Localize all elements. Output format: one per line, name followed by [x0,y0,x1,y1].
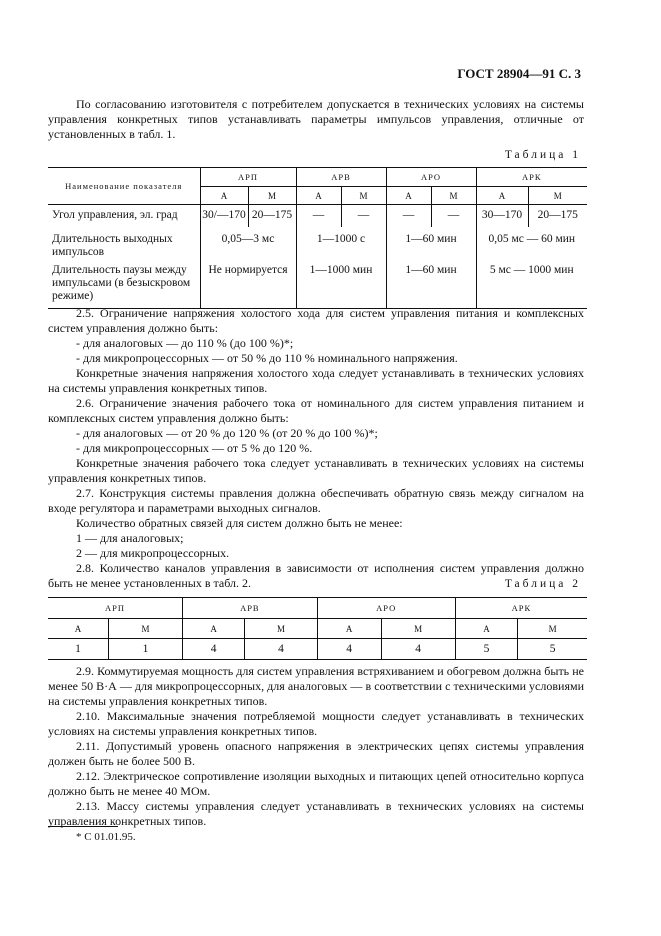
table2-group-aro: АРО [317,598,455,619]
table2-cell: 1 [48,639,108,660]
table1-sub: А [476,187,528,205]
table2-sub: М [518,619,587,639]
footnote-divider [48,826,118,827]
table1-row-name: Угол управления, эл. град [52,209,178,221]
table1-cell: 0,05—3 мс [200,227,296,259]
table1-cell: 30/—170 [200,205,248,228]
paragraph: Конкретные значения напряжения холостого хода следует устанавливать в технических условиях на системы управления конкретных типов. [48,366,584,395]
table2-cell: 5 [455,639,517,660]
table1-cell: — [296,205,341,228]
table1-group-arp: АРП [200,168,296,187]
table1-cell: — [341,205,386,228]
table1-cell: — [386,205,431,228]
page-header: ГОСТ 28904—91 С. 3 [457,66,581,81]
table1-cell: — [431,205,476,228]
sections-2-9-to-2-13 [48,664,584,829]
table1-group-arv: АРВ [296,168,386,187]
table2-caption: Таблица 2 [504,578,581,590]
paragraph-2-7: 2.7. Конструкция системы правления должна обеспечивать обратную связь между сигналом на входе регулятора и параметрами выходных сигналов. [48,486,584,515]
table-row [48,205,587,228]
table1-caption: Таблица 1 [504,149,581,161]
paragraph: Количество обратных связей для систем должно быть не менее: [76,516,403,530]
paragraph-2-10: 2.10. Максимальные значения потребляемой мощности следует устанавливать в технических условиях на системы управления конкретных типов. [48,709,584,738]
paragraph-2-13: 2.13. Массу системы управления следует устанавливать в технических условиях на системы управления конкретных типов. [48,799,584,828]
table2-sub: А [183,619,245,639]
table2-cell: 4 [381,639,455,660]
table-row [48,639,587,660]
list-item: 1 — для аналоговых; [76,531,184,545]
intro-text: По согласованию изготовителя с потребителем допускается в технических условиях на системы управления конкретных типов устанавливать параметры импульсов управления, отличные от установленных в табл. 1. [48,97,584,141]
paragraph-2-5: 2.5. Ограничение напряжения холостого хода для систем управления питания и комплексных систем управления должно быть: [48,306,584,335]
table2-group-arp: АРП [48,598,183,619]
table1-name-header: Наименование показателя [48,168,200,205]
paragraph-2-11: 2.11. Допустимый уровень опасного напряжения в электрических цепях системы управления должен быть не более 500 В. [48,739,584,768]
table1-cell: 20—175 [248,205,296,228]
paragraph-2-6: 2.6. Ограничение значения рабочего тока от номинального для систем управления питанием и комплексных систем управления должно быть: [48,396,584,425]
table2-sub: М [381,619,455,639]
table2-sub: М [245,619,317,639]
list-item: - для микропроцессорных — от 5 % до 120 %. [76,441,313,455]
table1-cell: 30—170 [476,205,528,228]
table1-sub: А [296,187,341,205]
paragraph-2-8: 2.8. Количество каналов управления в зависимости от исполнения систем управления должно быть не менее установленных в табл. 2. [48,561,584,590]
table2-cell: 4 [183,639,245,660]
list-item: - для аналоговых — до 110 % (до 100 %)*; [76,336,294,350]
list-item: - для микропроцессорных — от 50 % до 110 % номинального напряжения. [76,351,458,365]
table1-group-aro: АРО [386,168,476,187]
table1-cell: 1—1000 с [296,227,386,259]
footnote: * С 01.01.95. [76,831,136,843]
paragraph: Конкретные значения рабочего тока следует устанавливать в технических условиях на системы управления конкретных типов. [48,456,584,485]
table1-cell: Не нормируется [200,259,296,309]
table2-sub: А [48,619,108,639]
table1-row-name: Длительность паузы между импульсами (в безыскровом режиме) [48,259,200,309]
table1-cell: 1—60 мин [386,227,476,259]
table2-sub: А [455,619,517,639]
table-row [48,259,587,309]
table1-row-name: Длительность выходных импульсов [52,233,173,258]
table-row [48,227,587,259]
table-2 [48,597,587,660]
table-1 [48,167,587,309]
table1-cell: 1—60 мин [386,259,476,309]
table2-group-arv: АРВ [183,598,318,619]
paragraph-2-9: 2.9. Коммутируемая мощность для систем управления встряхиванием и обогревом должна быть не менее 50 В·А — для микропроцессорных, для аналоговых — в соответствии с техническими условиями на системы управления конкретных типов. [48,664,584,708]
table2-group-ark: АРК [455,598,587,619]
sections-2-5-to-2-8 [48,306,584,591]
table1-group-ark: АРК [476,168,587,187]
table2-cell: 4 [245,639,317,660]
paragraph-2-12: 2.12. Электрическое сопротивление изоляции выходных и питающих цепей относительно корпуса должно быть не менее 40 МОм. [48,769,584,798]
table1-cell: 1—1000 мин [296,259,386,309]
table1-sub: М [341,187,386,205]
list-item: - для аналоговых — от 20 % до 120 % (от 20 % до 100 %)*; [76,426,378,440]
table1-cell: 5 мс — 1000 мин [476,259,587,309]
table1-sub: М [431,187,476,205]
table2-sub: М [108,619,182,639]
intro-paragraph [48,97,584,142]
table2-sub: А [317,619,381,639]
table2-cell: 4 [317,639,381,660]
list-item: 2 — для микропроцессорных. [76,546,230,560]
table1-sub: М [528,187,587,205]
table1-sub: А [386,187,431,205]
table1-sub: А [200,187,248,205]
table2-cell: 1 [108,639,182,660]
table1-sub: М [248,187,296,205]
table1-cell: 20—175 [528,205,587,228]
table2-cell: 5 [518,639,587,660]
table1-cell: 0,05 мс — 60 мин [476,227,587,259]
